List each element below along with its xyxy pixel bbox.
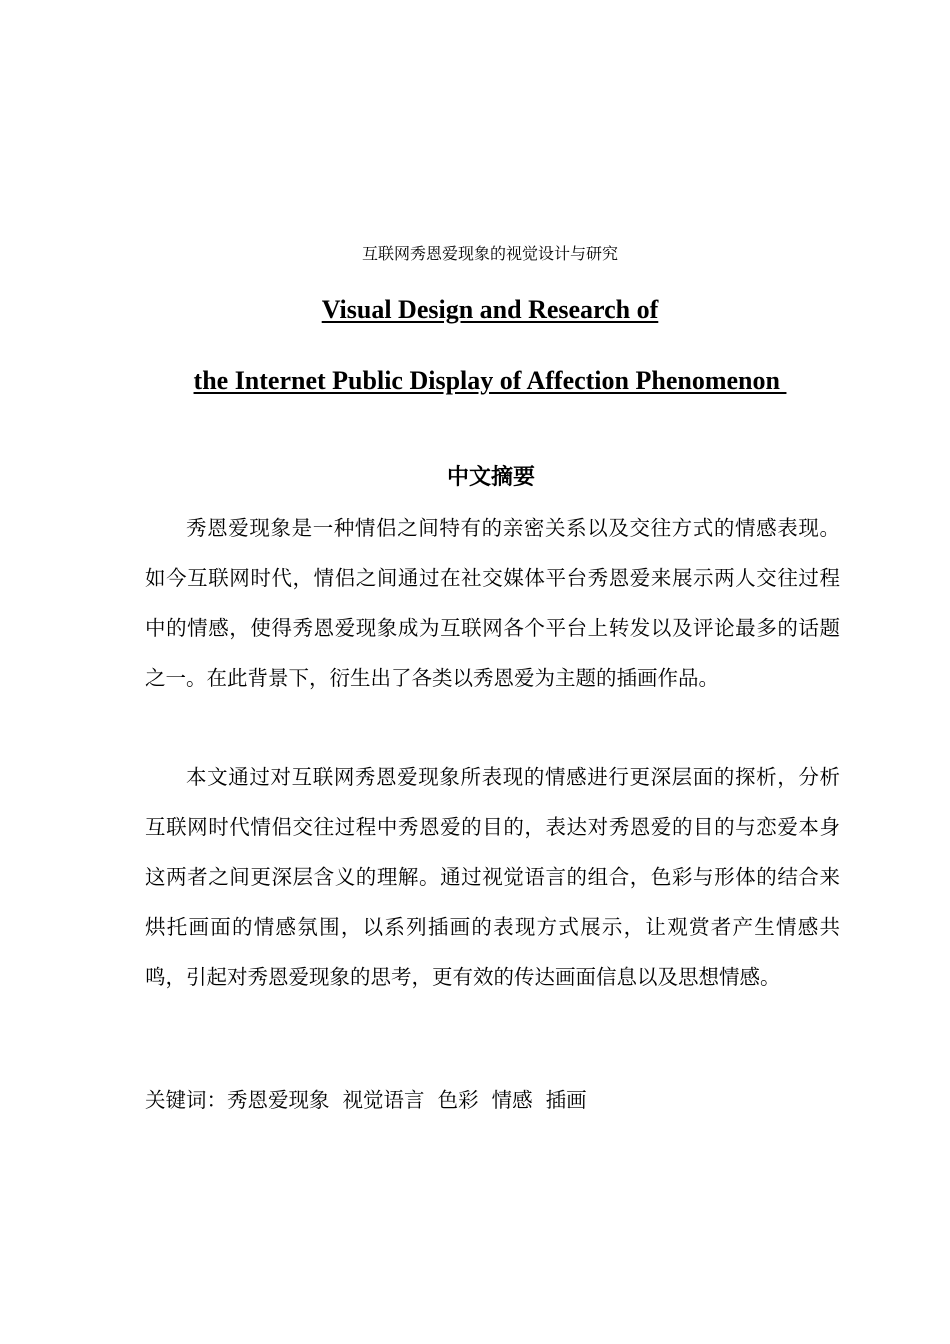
english-title-line-2: the Internet Public Display of Affection Phenomenon (193, 366, 787, 395)
abstract-paragraph-1: 秀恩爱现象是一种情侣之间特有的亲密关系以及交往方式的情感表现。如今互联网时代，情侣之间通过在社交媒体平台秀恩爱来展示两人交往过程中的情感，使得秀恩爱现象成为互联网各个平台上转发以及评论最多的话题之一。在此背景下，衍生出了各类以秀恩爱为主题的插画作品。 (145, 516, 840, 690)
english-title-line-1: Visual Design and Research of (321, 295, 659, 324)
abstract-heading: 中文摘要 (446, 465, 535, 490)
keywords-line: 关键词：秀恩爱现象 视觉语言 色彩 情感 插画 (145, 1088, 587, 1112)
abstract-paragraph-2: 本文通过对互联网秀恩爱现象所表现的情感进行更深层面的探析，分析互联网时代情侣交往过程中秀恩爱的目的，表达对秀恩爱的目的与恋爱本身这两者之间更深层含义的理解。通过视觉语言的组合，色彩与形体的结合来烘托画面的情感氛围，以系列插画的表现方式展示，让观赏者产生情感共鸣，引起对秀恩爱现象的思考，更有效的传达画面信息以及思想情感。 (145, 765, 840, 989)
chinese-title: 互联网秀恩爱现象的视觉设计与研究 (361, 244, 618, 263)
